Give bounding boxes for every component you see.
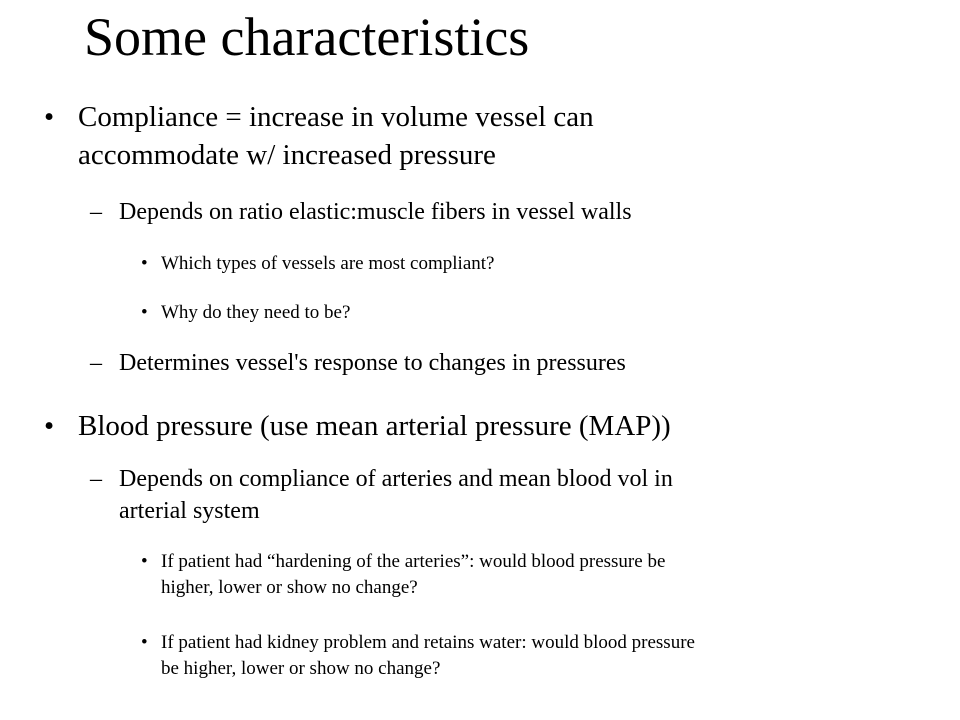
question-item-hardening — [141, 549, 941, 603]
dash-icon: – — [90, 350, 102, 376]
question-text-line: Why do they need to be? — [161, 302, 351, 323]
sub-item-text — [119, 463, 673, 527]
question-text-line: If patient had “hardening of the arteries”: would blood pressure be — [161, 551, 666, 572]
question-text-line: be higher, lower or show no change? — [161, 658, 441, 679]
sub-item-compliance-arteries — [90, 463, 930, 527]
sub-item-text-line: arterial system — [119, 498, 260, 524]
bullet-icon: • — [141, 302, 148, 323]
sub-item-vessel-response — [90, 347, 930, 379]
sub-item-text-line: Depends on compliance of arteries and mean blood vol in — [119, 466, 673, 492]
question-text-line: higher, lower or show no change? — [161, 577, 418, 598]
dash-icon: – — [90, 466, 102, 492]
bullet-icon: • — [141, 551, 148, 572]
question-item-kidney — [141, 630, 941, 684]
sub-item-text — [119, 196, 632, 228]
bullet-item-blood-pressure — [44, 407, 904, 445]
question-item-compliant-vessels — [141, 251, 921, 277]
question-text — [161, 549, 665, 601]
question-text — [161, 251, 494, 277]
bullet-icon: • — [44, 101, 55, 133]
bullet-icon: • — [141, 253, 148, 274]
bullet-item-compliance — [44, 98, 904, 174]
bullet-text-line: Compliance = increase in volume vessel can — [78, 101, 594, 133]
question-text — [161, 630, 695, 682]
bullet-text-line: accommodate w/ increased pressure — [78, 139, 496, 171]
bullet-icon: • — [44, 410, 55, 442]
bullet-text-line: Blood pressure (use mean arterial pressure (MAP)) — [78, 410, 671, 442]
question-text-line: If patient had kidney problem and retains water: would blood pressure — [161, 632, 695, 653]
question-text-line: Which types of vessels are most compliant? — [161, 253, 495, 274]
question-item-why-needed — [141, 300, 921, 326]
bullet-text — [78, 407, 671, 445]
slide-title: Some characteristics — [84, 7, 530, 67]
bullet-text — [78, 98, 594, 174]
sub-item-elastic-ratio — [90, 196, 930, 228]
sub-item-text-line: Depends on ratio elastic:muscle fibers in vessel walls — [119, 199, 632, 225]
bullet-icon: • — [141, 632, 148, 653]
question-text — [161, 300, 350, 326]
dash-icon: – — [90, 199, 102, 225]
sub-item-text-line: Determines vessel's response to changes in pressures — [119, 350, 626, 376]
sub-item-text — [119, 347, 626, 379]
